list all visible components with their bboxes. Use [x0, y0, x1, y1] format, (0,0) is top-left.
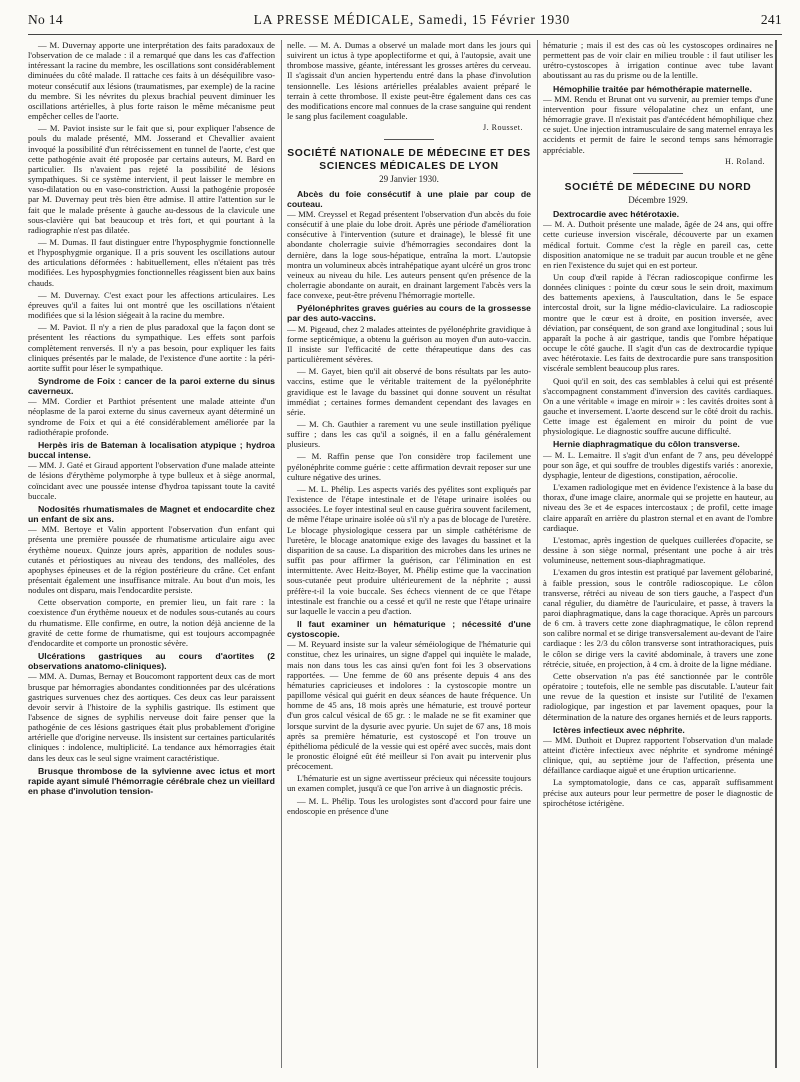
column-middle	[287, 40, 531, 1076]
section-heading: Syndrome de Foix : cancer de la paroi externe du sinus caverneux.	[28, 376, 275, 397]
page-edge	[775, 40, 777, 1068]
separator-rule	[384, 139, 434, 140]
paragraph: — M. Pigeaud, chez 2 malades atteintes de pyélonéphrite gravidique à forme septicémique, a obtenu la guérison au moyen d'un auto-vaccin. Il insiste sur l'efficacité de cette thérapeutique dans des cas particulièrement sévères.	[287, 323, 531, 365]
paragraph: — M. Duvernay. C'est exact pour les affections articulaires. Les épreuves qu'il a faites lui ont montré que les oscillations n'étaient modifiées que si la lésion siégeait à la racine du membre.	[28, 289, 275, 321]
paragraph: nelle. — M. A. Dumas a observé un malade mort dans les jours qui suivirent un ictus à type apoplectiforme et qui, à l'autopsie, avait une thrombose massive, géante, intéressant les grosses artères du cerveau. Il s'agissait d'un ancien hypertendu entré dans la phase d'involution tensionnelle. Les lésions artérielles préalables avaient préparé le terrain à cette thrombose. Il existe peut-être également dans ces cas des modifications encore mal connues de la crase sanguine qui rendent le sang plus facilement coagulable.	[287, 40, 531, 122]
paragraph: — MM. Rendu et Brunat ont vu survenir, au premier temps d'une intervention pour fissure vélopalatine chez un enfant, une hémorragie grave. Il n'existait pas d'antécédent hémophilique chez ce sujet. Une injection intramusculaire de sang maternel enraya les accidents et permit de faire le second temps sans hémorragie appréciable.	[543, 93, 773, 155]
running-header	[28, 6, 782, 35]
section-heading: Abcès du foie consécutif à une plaie par coup de couteau.	[287, 188, 531, 209]
journal-title: LA PRESSE MÉDICALE, Samedi, 15 Février 1930	[253, 12, 571, 27]
paragraph: Un coup d'œil rapide à l'écran radioscopique confirme les données cliniques : pointe du cœur sous le sein droit, maximum des battements apexiens, à l'auscultation, dans le 5e espace intercostal droit, sur la ligne médio-claviculaire. La radioscopie montre que le cœur est à droite, en position inversée, avec déviation, par conséquent, de son grand axe longitudinal ; sous lui apparaît la poche à air gastrique, tandis que l'ombre hépatique occupe le côté gauche. Il s'agit d'un cas de dextrocardie typique avec hétérotaxie. Les faits de dextrocardie pure sans transposition viscérale semblent beaucoup plus rares.	[543, 271, 773, 374]
paragraph: — M. Ch. Gauthier a rarement vu une seule instillation pyélique suffire ; dans les cas qu'il a soignés, il en a fallu généralement plusieurs.	[287, 419, 531, 450]
paragraph: L'hématurie est un signe avertisseur précieux qui nécessite toujours un examen complet, jusqu'à ce que l'on arrive à un diagnostic précis.	[287, 773, 531, 794]
section-heading: Hernie diaphragmatique du côlon transverse.	[553, 439, 740, 450]
society-title: SOCIÉTÉ NATIONALE DE MÉDECINE ET DES SCIENCES MÉDICALES DE LYON	[287, 148, 531, 173]
paragraph: — M. Paviot insiste sur le fait que si, pour expliquer l'absence de pouls du malade présenté, MM. Josserand et Chevallier avaient invoqué la possibilité d'un rétrécissement en tunnel de l'aorte, c'est que cette pathogénie avait été proposée par certains auteurs, M. Bard en particulier. Ils n'avaient pas rejeté la possibilité de lésions sympathiques. Si ce système intervient, il peut laisser le membre en vaso-dilatation ou en vaso-constriction. Aussi la pathogénie proposée par M. Duvernay peut très bien être admise. Il attire l'attention sur le fait que le malade présente à gauche au-dessous de la clavicule une sous-clavière qui bat beaucoup et très fort, et qui pourtant à la radiographie n'est pas dilatée.	[28, 123, 275, 235]
section-heading: Herpès iris de Bateman à localisation atypique ; hydroa buccal intense.	[28, 439, 275, 461]
paragraph: — MM. A. Dumas, Bernay et Boucomont rapportent deux cas de mort brusque par hémorragies abondantes conditionnées par des ulcérations gastriques survenues chez des aortiques. Ces deux cas leur paraissent devoir servir à l'histoire de la syphilis gastrique. Ils estiment que l'absence de signes de syphilis nerveuse doit faire penser que la pathogénie de ces lésions gastriques était plus probablement d'origine artérielle que d'origine nerveuse. Ils insistent sur certaines particularités cliniques : indolence, multiplicité. La tendance aux hémorragies était dans les deux cas le seul signe vraiment caractéristique.	[28, 671, 275, 763]
paragraph: — M. Gayet, bien qu'il ait observé de bons résultats par les auto-vaccins, estime que le véritable traitement de la pyélonéphrite gravidique est le lavage du bassinet qui donne souvent un résultat immédiat ; certaines formes demandent cependant des lavages en série.	[287, 366, 531, 417]
paragraph: L'estomac, après ingestion de quelques cuillerées d'opacite, se dessine à son siège normal, présentant une poche à air très volumineuse, nettement sous-diaphragmatique.	[543, 534, 773, 566]
section-heading: Il faut examiner un hématurique ; nécessité d'une cystoscopie.	[287, 618, 531, 640]
paragraph: L'examen du gros intestin est pratiqué par lavement gélobariné, à faible pression, sous le contrôle radioscopique. Le côlon transverse, rétréci au niveau de son tiers gauche, a l'aspect d'un canal régulier, du diamètre de l'auriculaire, et passe, à travers la paroi diaphragmatique, dans la cage thoracique. Après un parcours de 6 cm. à travers cette zone diaphragmatique, le côlon reprend son calibre normal et se dirige transversalement au-devant de l'aire cardiaque : les 2/3 du côlon transverse sont intrathoraciques, puis le côlon se dirige vers la cavité abdominale, à travers une zone rétrécie, située, en projection, à 4 cm. à droite de la ligne médiane.	[543, 567, 773, 669]
paragraph: Cette observation n'a pas été sanctionnée par le contrôle opératoire ; toutefois, elle ne semble pas discutable. L'auteur fait une revue de la question et insiste sur l'utilité de l'examen radiologique, par ingestion et par lavement opaques, pour la détermination de la nature des organes herniés et de leurs rapports.	[543, 670, 773, 722]
paragraph: La symptomatologie, dans ce cas, apparaît suffisamment précise aux auteurs pour leur permettre de poser le diagnostic de spirochétose ictérigène.	[543, 777, 773, 808]
section-heading: Hémophilie traitée par hémothérapie maternelle.	[553, 83, 752, 94]
paragraph: — M. L. Lemaitre. Il s'agit d'un enfant de 7 ans, peu développé pour son âge, et qui souffre de troubles digestifs variés : anorexie, dysphagie, lenteur de digestions, constipation, aérocolie.	[543, 449, 773, 480]
paragraph: — M. Reyuard insiste sur la valeur séméiologique de l'hématurie qui constitue, chez les urinaires, un signe d'appel qui inquiète le malade, mais non dans tous les cas ainsi qu'en font foi les 3 observations rapportées. — Une femme de 60 ans présente depuis 4 ans des hématuries capricieuses et indolores : la cystoscopie montre un papillome vésical qui guérit en deux séances de haute fréquence. Un homme de 45 ans, 18 mois après une hématurie, est trouvé porteur d'un gros calcul vésical de 65 gr. : le malade ne se fit examiner que lorsque survint de la dysurie avec pyurie. Un sujet de 67 ans, 18 mois après sa première hématurie, est cystoscopé et l'on trouve un épithélioma pédiculé de la vessie qui est opéré avec succès, mais dont le pronostic éloigné eût été meilleur si l'on avait pu intervenir plus précocement.	[287, 639, 531, 772]
issue-number: No 14	[28, 12, 63, 27]
paragraph: — M. Dumas. Il faut distinguer entre l'hyposphygmie fonctionnelle et l'hyposphygmie organique. Il a pris souvent les oscillations autour des articulations déformées : habituellement, elles n'étaient pas très modifiées. Les hyposphygmies fonctionnelles réagissent bien aux bains chauds.	[28, 236, 275, 288]
section-heading: Dextrocardie avec hétérotaxie.	[553, 209, 680, 220]
column-divider	[537, 40, 538, 1068]
section-heading: Nodosités rhumatismales de Magnet et endocardite chez un enfant de six ans.	[28, 503, 275, 525]
column-divider	[281, 40, 282, 1068]
paragraph: — MM. Creyssel et Regad présentent l'observation d'un abcès du foie consécutif à une plaie du lobe droit. Après une période d'amélioration consécutive à l'intervention (suture et drainage), le blessé fit une abondante cholerragie suivie d'hémorragies secondaires dont la dernière, dans la loge sous-hépatique, entraîna la mort. L'autopsie montra un volumineux abcès intrahépatique ayant ulcéré un gros tronc veineux au niveau du hile. Les auteurs pensent qu'en présence de la cholerragie abondante on aurait, en drainant largement l'abcès vers la face convexe, peut-être prévenu l'hémorragie mortelle.	[287, 208, 531, 301]
section-heading: Pyélonéphrites graves guéries au cours de la grossesse par des auto-vaccins.	[287, 303, 531, 324]
session-date: 29 Janvier 1930.	[379, 174, 439, 185]
paragraph: — M. Raffin pense que l'on considère trop facilement une pyélonéphrite comme guérie : cette affirmation devrait reposer sur une culture négative des urines.	[287, 451, 531, 482]
society-title: SOCIÉTÉ DE MÉDECINE DU NORD	[564, 181, 752, 193]
section-heading: Ulcérations gastriques au cours d'aortites (2 observations anatomo-cliniques).	[28, 651, 275, 672]
paragraph: — M. L. Phélip. Tous les urologistes sont d'accord pour faire une endoscopie en présence d'une	[287, 795, 531, 816]
paragraph: hématurie ; mais il est des cas où les cystoscopes ordinaires ne permettent pas de voir clair en milieu trouble : il faut utiliser les urétro-cystoscopes à irrigation continue avec tube lavant aboutissant au ras du prisme ou de la lentille.	[543, 40, 773, 81]
paragraph: — MM. J. Gaté et Giraud apportent l'observation d'une malade atteinte de lésions d'érythème polymorphe à type bulleux et à siège anormal, coïncidant avec une poussée intense d'hydroa tapissant toute la cavité buccale.	[28, 460, 275, 501]
separator-rule	[633, 173, 683, 174]
section-heading: Ictères infectieux avec néphrite.	[553, 724, 685, 735]
signature: H. Roland.	[725, 156, 765, 166]
paragraph: L'examen radiologique met en évidence l'existence à la base du thorax, d'une image claire, anormale qui se projette en hauteur, au niveau des 3e et 4e espaces intercostaux ; de profil, cette image claire apparaît en arrière du plastron sternal et en avant de l'ombre cardiaque.	[543, 482, 773, 533]
paragraph: — MM. Cordier et Parthiot présentent une malade atteinte d'un néoplasme de la paroi externe du sinus caverneux ayant déterminé un syndrome de Foix et qui a été considérablement améliorée par la radiothérapie profonde.	[28, 396, 275, 437]
paragraph: — MM. Bertoye et Valin apportent l'observation d'un enfant qui présenta une première poussée de rhumatisme articulaire aigu avec érythème noueux. Quinze jours après, apparition de nodules sous-cutanés et périostiques au niveau des tendons, des malléoles, des apophyses épineuses et de la région postérieure du crâne. Cet enfant présentait également une insuffisance mitrale. Au bout d'un mois, les nodules ont disparu, mais l'endocardite persiste.	[28, 524, 275, 596]
session-date: Décembre 1929.	[628, 194, 688, 205]
paragraph: Quoi qu'il en soit, des cas semblables à celui qui est présenté s'accompagnent constamment d'inversion des cavités cardiaques. On a une véritable « image en miroir » : les cavités droites sont à gauche et inversement. L'aorte descend sur le côté droit du rachis. Cette image est également en miroir du point de vue physiologique. Le diagnostic souffre aucune difficulté.	[543, 375, 773, 437]
section-heading: Brusque thrombose de la sylvienne avec ictus et mort rapide ayant simulé l'hémorragie cérébrale chez un vieillard en phase d'involution tension-	[28, 765, 275, 797]
page-number: 241	[760, 12, 782, 27]
column-left	[28, 40, 275, 1076]
signature: J. Rousset.	[483, 123, 523, 133]
paragraph: — MM. Duthoit et Duprez rapportent l'observation d'un malade atteint d'ictère infectieux avec néphrite et syndrome méningé clinique, qui, au septième jour de l'affection, présenta une défaillance cardiaque aiguë et une éruption urticarienne.	[543, 734, 773, 776]
paragraph: — M. Duvernay apporte une interprétation des faits paradoxaux de l'observation de ce malade : il a remarqué que dans les cas d'affection intéressant la racine du membre, les oscillations sont considérablement diminuées du côté malade. Il rattache ces faits à un déséquilibre vaso-moteur consécutif aux lésions (traumatismes, par exemple) de la racine du membre. Si les névrites du plexus brachial peuvent diminuer les oscillations artérielles, à plus forte raison le même mécanisme peut empêcher celles de l'aorte.	[28, 40, 275, 122]
paragraph: — M. Paviot. Il n'y a rien de plus paradoxal que la façon dont se présentent les réactions du sympathique. Les effets sont parfois complètement renversés. Il n'y a pas besoin, pour expliquer les faits cliniques présentés par le malade, de l'existence d'une aortite : la péri-aortite suffit pour léser le sympathique.	[28, 322, 275, 373]
paragraph: — M. L. Phélip. Les aspects variés des pyélites sont expliqués par l'existence de l'étape intestinale et de l'étape urinaire isolées ou associées. Le foyer intestinal seul en cause guérira souvent facilement, de même l'étape urinaire isolée où s'il n'y a pas de blocage de l'uretère. Le blocage physiologique cessera par un simple cathétérisme de l'uretère, le blocage anatomique exige des lavages du bassinet et la disparition de sa cause. La disparition des microbes dans les urines ne suffit pas pour affirmer la guérison, car l'élimination en est intermittente. Avec Heitz-Boyer, M. Phélip estime que la vaccination sous-cutanée peut produire ultérieurement de la néphrite ; aussi préfère-t-il la voie buccale. Ses échecs viennent de ce que l'étape intestinale est franchie ou a cessé et qu'il ne reste que l'étape urinaire sur laquelle le vaccin a peu d'action.	[287, 483, 531, 616]
paragraph: — M. A. Duthoit présente une malade, âgée de 24 ans, qui offre cette curieuse inversion viscérale, découverte par un examen médical fortuit. Comme c'est la règle en pareil cas, cette disposition anatomique ne se traduit par aucun trouble et ne gêne en rien l'existence du sujet qui en est porteur.	[543, 219, 773, 270]
column-right	[543, 40, 773, 1076]
paragraph: Cette observation comporte, en premier lieu, un fait rare : la coexistence d'un érythème noueux et de nodules sous-cutanés au cours du rhumatisme. Elle confirme, en outre, la notion déjà ancienne de la gravité de cette forme de rhumatisme, qui est toujours accompagnée d'endocardite et comporte un pronostic sévère.	[28, 597, 275, 648]
